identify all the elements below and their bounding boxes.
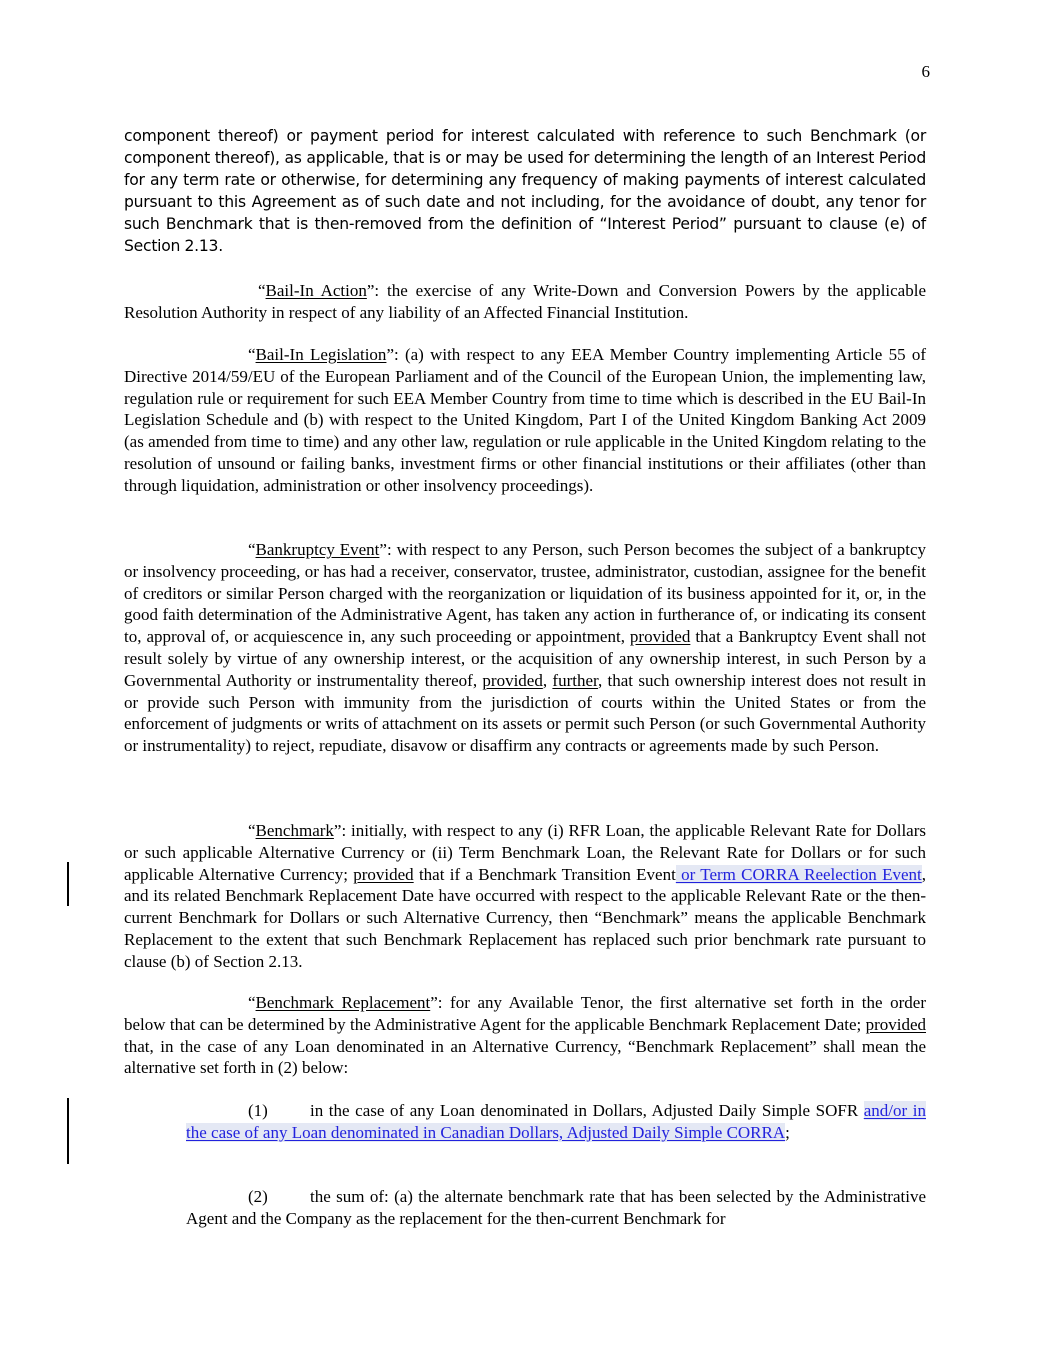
defined-term: Bankruptcy Event	[255, 540, 380, 559]
defined-term: Bail-In Action	[265, 281, 367, 300]
provided-term: provided	[353, 864, 414, 884]
change-bar	[67, 1098, 69, 1164]
provided-term: provided	[482, 670, 543, 690]
list-number: (2)	[248, 1187, 268, 1206]
defined-term: Bail-In Legislation	[255, 345, 387, 364]
defined-term: Benchmark Replacement	[255, 993, 431, 1012]
change-bar	[67, 862, 69, 906]
defined-term: Benchmark	[255, 821, 334, 840]
provided-term: provided	[865, 1014, 926, 1034]
definition-bail-in-legislation: “Bail-In Legislation”: (a) with respect to any EEA Member Country implementing Article 55 of Directive 2014/59/EU of the European Parliament and of the Council of the European Union, the implementing law, regulation rule or requirement for such EEA Member Country from time to time which is described in the EU Bail-In Legislation Schedule and (b) with respect to the United Kingdom, Part I of the United Kingdom Banking Act 2009 (as amended from time to time) and any other law, regulation or rule applicable in the United Kingdom relating to the resolution of unsound or failing banks, investment firms or other financial institutions or their affiliates (other than through liquidation, administration or other insolvency proceedings).	[124, 345, 926, 495]
further-term: further	[552, 670, 598, 690]
paragraph-interest-period-continuation: component thereof) or payment period for interest calculated with reference to such Benchmark (or component thereof), as applicable, that is or may be used for determining the length of an Interest Period for any term rate or otherwise, for determining any frequency of making payments of interest calculated pursuant to this Agreement as of such date and not including, for the avoidance of doubt, any tenor for such Benchmark that is then-removed from the definition of “Interest Period” pursuant to clause (e) of Section 2.13.	[124, 127, 926, 255]
definition-bail-in-action: “Bail-In Action”: the exercise of any Write-Down and Conversion Powers by the applicable Resolution Authority in respect of any liability of an Affected Financial Institution.	[124, 281, 926, 322]
provided-term: provided	[629, 627, 691, 647]
inserted-revision-text: or Term CORRA Reelection Event	[675, 864, 922, 884]
definition-benchmark-replacement: “Benchmark Replacement”: for any Available Tenor, the first alternative set forth in the order below that can be determined by the Administrative Agent for the applicable Benchmark Replacement Date; provided that, in the case of any Loan denominated in an Alternative Currency, “Benchmark Replacement” shall mean the alternative set forth in (2) below:	[124, 993, 926, 1078]
list-item-1: (1) in the case of any Loan denominated in Dollars, Adjusted Daily Simple SOFR and/or in the case of any Loan denominated in Canadian Dollars, Adjusted Daily Simple CORRA;	[186, 1101, 926, 1142]
inserted-revision-text: and/or in the case of any Loan denominated in Canadian Dollars, Adjusted Daily Simple CORRA	[186, 1101, 926, 1142]
definition-bankruptcy-event: “Bankruptcy Event”: with respect to any Person, such Person becomes the subject of a bankruptcy or insolvency proceeding, or has had a receiver, conservator, trustee, administrator, custodian, assignee for the benefit of creditors or similar Person charged with the reorganization or liquidation of its business appointed for it, or, in the good faith determination of the Administrative Agent, has taken any action in furtherance of, or indicating its consent to, approval of, or acquiescence in, any such proceeding or appointment, provided that a Bankruptcy Event shall not result solely by virtue of any ownership interest, or the acquisition of any ownership interest, in such Person by a Governmental Authority or instrumentality thereof, provided, further, that such ownership interest does not result in or provide such Person with immunity from the jurisdiction of courts within the United States or from the enforcement of judgments or writs of attachment on its assets or permit such Person (or such Governmental Authority or instrumentality) to reject, repudiate, disavow or disaffirm any contracts or agreements made by such Person.	[124, 540, 927, 756]
list-number: (1)	[248, 1101, 268, 1120]
page-number: 6	[921, 62, 930, 81]
list-item-2: (2) the sum of: (a) the alternate benchmark rate that has been selected by the Administrative Agent and the Company as the replacement for the then-current Benchmark for	[186, 1187, 926, 1228]
definition-benchmark: “Benchmark”: initially, with respect to any (i) RFR Loan, the applicable Relevant Rate for Dollars or such applicable Alternative Currency or (ii) Term Benchmark Loan, the Relevant Rate for Dollars or for such applicable Alternative Currency; provided that if a Benchmark Transition Event or Term CORRA Reelection Event, and its related Benchmark Replacement Date have occurred with respect to the applicable Relevant Rate or the then-current Benchmark for Dollars or such Alternative Currency, then “Benchmark” means the applicable Benchmark Replacement to the extent that such Benchmark Replacement has replaced such prior benchmark rate pursuant to clause (b) of Section 2.13.	[124, 821, 926, 971]
